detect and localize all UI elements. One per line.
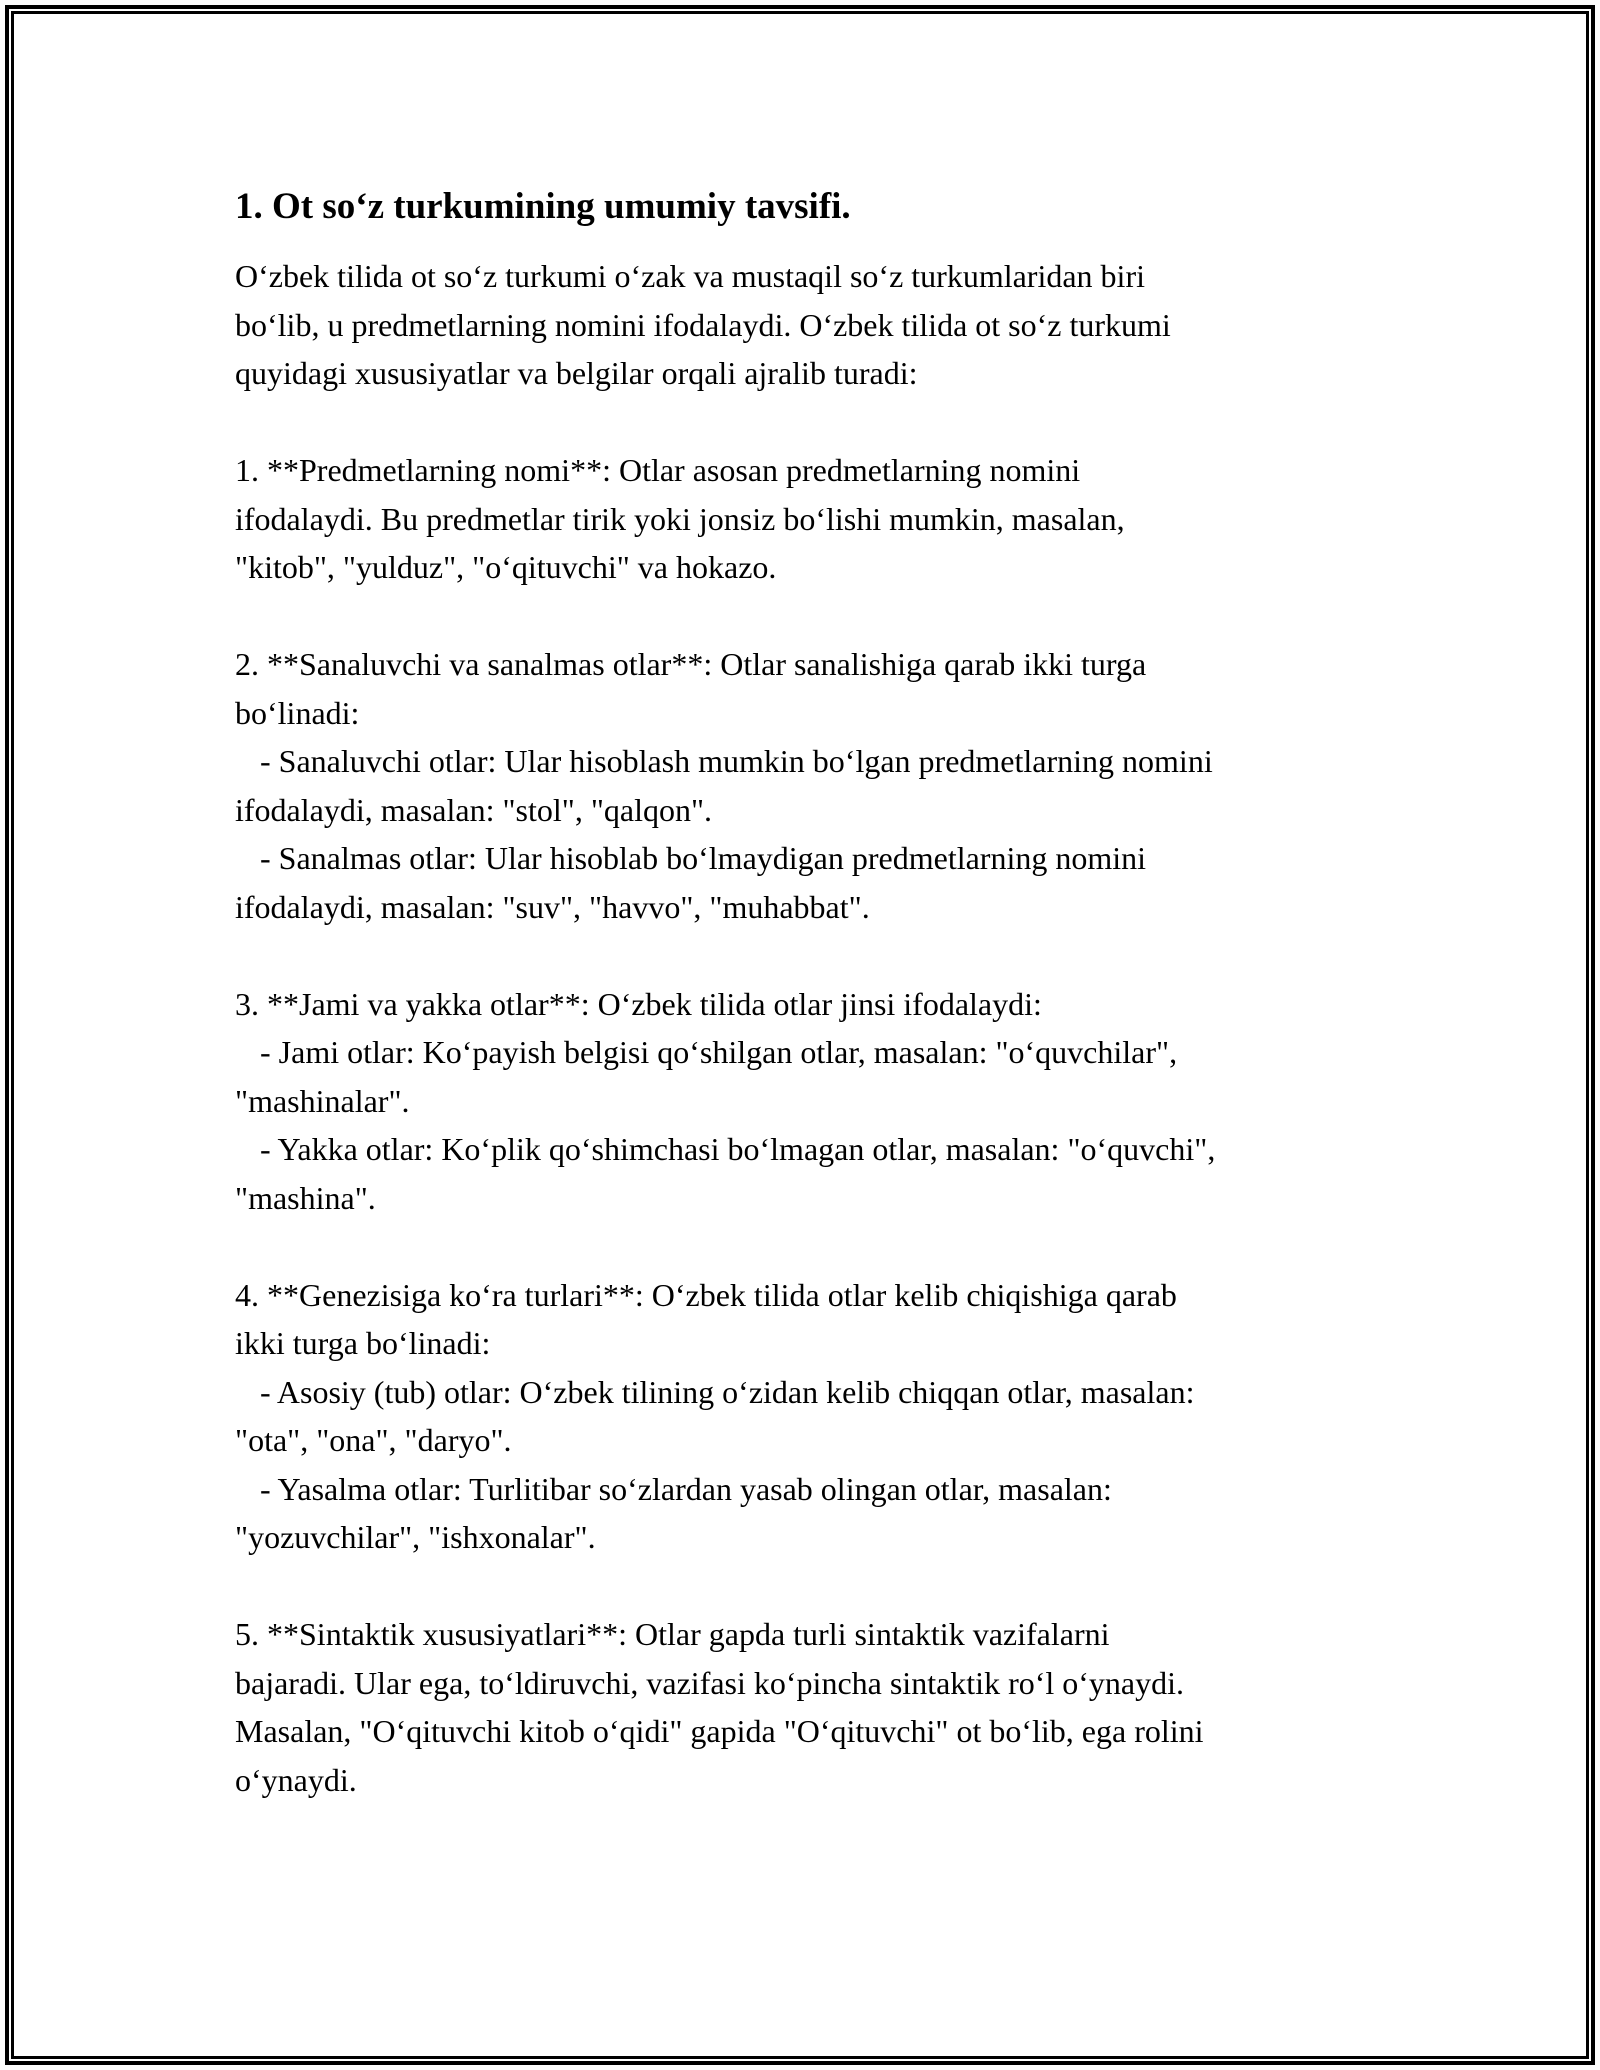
sub-item-line: - Yasalma otlar: Turlitibar so‘zlardan yasab olingan otlar, masalan:: [260, 1470, 1112, 1507]
list-item-5: [235, 1610, 1375, 1804]
text-line: "mashina".: [235, 1179, 376, 1216]
text-line: 5. **Sintaktik xususiyatlari**: Otlar gapda turli sintaktik vazifalarni: [235, 1616, 1110, 1652]
sub-item-line: - Yakka otlar: Ko‘plik qo‘shimchasi bo‘lmagan otlar, masalan: "o‘quvchi",: [260, 1131, 1216, 1167]
paragraph-gap: [235, 1222, 1375, 1271]
text-line: bo‘lib, u predmetlarning nomini ifodalaydi. O‘zbek tilida ot so‘z turkumi: [235, 306, 1171, 343]
document-body: [235, 184, 1375, 1804]
text-line: 4. **Genezisiga ko‘ra turlari**: O‘zbek tilida otlar kelib chiqishiga qarab: [235, 1276, 1177, 1313]
sub-item-line: - Sanaluvchi otlar: Ular hisoblash mumkin bo‘lgan predmetlarning nomini: [260, 743, 1213, 779]
text-line: 2. **Sanaluvchi va sanalmas otlar**: Otlar sanalishiga qarab ikki turga: [235, 646, 1147, 682]
text-line: ifodalaydi. Bu predmetlar tirik yoki jonsiz bo‘lishi mumkin, masalan,: [235, 500, 1125, 537]
list-item-4: [235, 1271, 1375, 1562]
list-item-3: [235, 980, 1375, 1223]
list-item-1: [235, 446, 1375, 592]
text-line: "ota", "ona", "daryo".: [235, 1422, 512, 1458]
text-line: quyidagi xususiyatlar va belgilar orqali ajralib turadi:: [235, 355, 918, 391]
text-line: "mashinalar".: [235, 1082, 410, 1119]
paragraph-gap: [235, 931, 1375, 980]
text-line: "kitob", "yulduz", "o‘qituvchi" va hokazo.: [235, 549, 777, 585]
text-line: ifodalaydi, masalan: "stol", "qalqon".: [235, 791, 713, 828]
text-line: 3. **Jami va yakka otlar**: O‘zbek tilida otlar jinsi ifodalaydi:: [235, 985, 1042, 1022]
paragraph-gap: [235, 1562, 1375, 1611]
text-line: 1. **Predmetlarning nomi**: Otlar asosan predmetlarning nomini: [235, 452, 1081, 488]
text-line: bo‘linadi:: [235, 694, 360, 731]
sub-item-line: - Sanalmas otlar: Ular hisoblab bo‘lmaydigan predmetlarning nomini: [260, 840, 1147, 876]
text-line: "yozuvchilar", "ishxonalar".: [235, 1519, 596, 1555]
text-line: ifodalaydi, masalan: "suv", "havvo", "muhabbat".: [235, 888, 870, 925]
intro-paragraph: [235, 252, 1375, 398]
paragraph-gap: [235, 592, 1375, 641]
list-item-2: [235, 640, 1375, 931]
page-title: 1. Ot so‘z turkumining umumiy tavsifi.: [235, 186, 851, 227]
sub-item-line: - Asosiy (tub) otlar: O‘zbek tilining o‘zidan kelib chiqqan otlar, masalan:: [260, 1373, 1195, 1410]
text-line: o‘ynaydi.: [235, 1761, 357, 1798]
text-line: O‘zbek tilida ot so‘z turkumi o‘zak va mustaqil so‘z turkumlaridan biri: [235, 258, 1145, 294]
paragraph-gap: [235, 398, 1375, 447]
text-line: bajaradi. Ular ega, to‘ldiruvchi, vazifasi ko‘pincha sintaktik ro‘l o‘ynaydi.: [235, 1664, 1185, 1701]
text-line: Masalan, "O‘qituvchi kitob o‘qidi" gapida "O‘qituvchi" ot bo‘lib, ega rolini: [235, 1713, 1204, 1749]
sub-item-line: - Jami otlar: Ko‘payish belgisi qo‘shilgan otlar, masalan: "o‘quvchilar",: [260, 1034, 1178, 1070]
text-line: ikki turga bo‘linadi:: [235, 1325, 491, 1361]
